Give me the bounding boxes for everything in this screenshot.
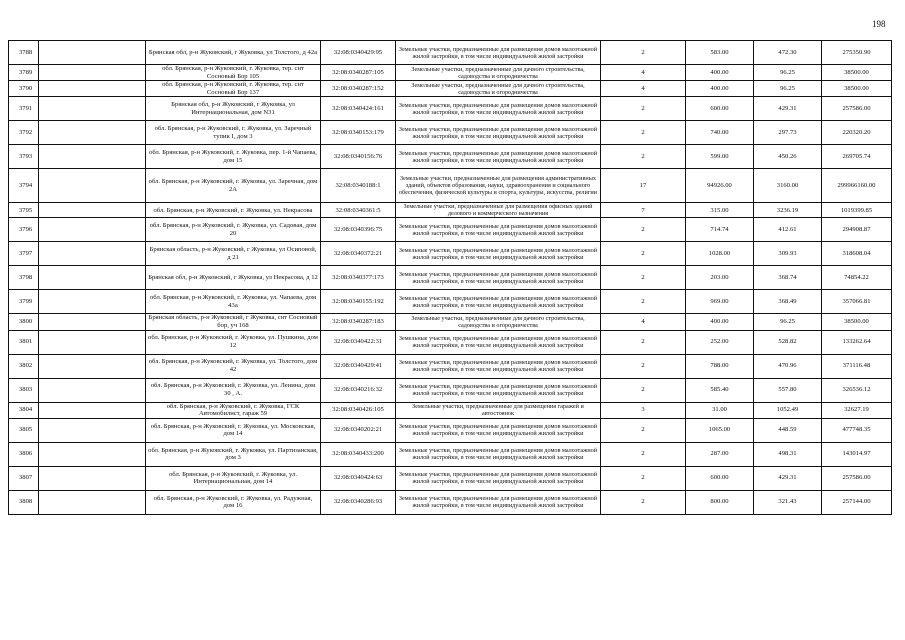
group-cell: 2 <box>601 97 686 121</box>
table-row <box>9 218 892 242</box>
spacer-cell <box>39 290 146 314</box>
table-row <box>9 266 892 290</box>
address-cell: обл. Брянская, р-н Жуковский, г. Жуковка, ул. Чапаева, дом 43а <box>146 290 321 314</box>
table-row <box>9 121 892 145</box>
row-number-cell: 3789 <box>9 65 39 81</box>
cadastral-value-cell: 275350.90 <box>822 41 892 65</box>
row-number-cell: 3804 <box>9 402 39 418</box>
area-cell: 788.00 <box>686 354 754 378</box>
address-cell: обл. Брянская, р-н Жуковский, г. Жуковка, пер. 1-й Чапаева, дом 15 <box>146 145 321 169</box>
area-cell: 31.00 <box>686 402 754 418</box>
area-cell: 287.00 <box>686 442 754 466</box>
address-cell: Брянская обл, р-н Жуковский, г Жуковка, ул Некрасова, д 12 <box>146 266 321 290</box>
cadastral-number-cell: 32:08:0340396:75 <box>321 218 396 242</box>
row-number-cell: 3791 <box>9 97 39 121</box>
row-number-cell: 3805 <box>9 418 39 442</box>
cadastral-value-cell: 38500.00 <box>822 65 892 81</box>
row-number-cell: 3807 <box>9 466 39 490</box>
cadastral-number-cell: 32:08:0340361:5 <box>321 203 396 218</box>
cadastral-value-cell: 257144.00 <box>822 490 892 514</box>
area-cell: 400.00 <box>686 314 754 330</box>
group-cell: 2 <box>601 41 686 65</box>
specific-value-cell: 448.59 <box>754 418 822 442</box>
row-number-cell: 3792 <box>9 121 39 145</box>
cadastral-number-cell: 32:08:0340156:76 <box>321 145 396 169</box>
specific-value-cell: 3236.19 <box>754 203 822 218</box>
specific-value-cell: 3160.00 <box>754 169 822 203</box>
table-row <box>9 81 892 97</box>
area-cell: 400.00 <box>686 65 754 81</box>
address-cell: обл. Брянская, р-н Жуковский, г. Жуковка, ул. Партизанская, дом 3 <box>146 442 321 466</box>
spacer-cell <box>39 145 146 169</box>
specific-value-cell: 1052.49 <box>754 402 822 418</box>
group-cell: 2 <box>601 490 686 514</box>
row-number-cell: 3788 <box>9 41 39 65</box>
address-cell: обл. Брянская, р-н Жуковский, г. Жуковка, ГСК Автомобилист, гараж 59 <box>146 402 321 418</box>
group-cell: 2 <box>601 378 686 402</box>
group-cell: 2 <box>601 442 686 466</box>
cadastral-value-cell: 357066.81 <box>822 290 892 314</box>
address-cell: Брянская область, р-н Жуковский, г Жуковка, ул Осиповой, д 21 <box>146 242 321 266</box>
group-cell: 4 <box>601 81 686 97</box>
area-cell: 252.00 <box>686 330 754 354</box>
row-number-cell: 3793 <box>9 145 39 169</box>
row-number-cell: 3794 <box>9 169 39 203</box>
group-cell: 2 <box>601 242 686 266</box>
land-use-cell: Земельные участки, предназначенные для размещения офисных зданий делового и коммерческого назначения <box>396 203 601 218</box>
land-use-cell: Земельные участки, предназначенные для размещения домов малоэтажной жилой застройки, в том числе индивидуальной жилой застройки <box>396 145 601 169</box>
group-cell: 2 <box>601 418 686 442</box>
specific-value-cell: 412.61 <box>754 218 822 242</box>
specific-value-cell: 368.49 <box>754 290 822 314</box>
cadastral-value-cell: 38500.00 <box>822 314 892 330</box>
specific-value-cell: 429.31 <box>754 466 822 490</box>
address-cell: обл. Брянская, р-н Жуковский, г. Жуковка, ул. Садовая, дом 20 <box>146 218 321 242</box>
group-cell: 2 <box>601 330 686 354</box>
cadastral-value-cell: 143014.97 <box>822 442 892 466</box>
row-number-cell: 3808 <box>9 490 39 514</box>
cadastral-number-cell: 32:08:0340377:173 <box>321 266 396 290</box>
area-cell: 599.00 <box>686 145 754 169</box>
address-cell: обл. Брянская, р-н Жуковский, г. Жуковка, тер. снт Сосновый Бор 137 <box>146 81 321 97</box>
cadastral-value-cell: 269705.74 <box>822 145 892 169</box>
table-row <box>9 490 892 514</box>
row-number-cell: 3803 <box>9 378 39 402</box>
row-number-cell: 3800 <box>9 314 39 330</box>
spacer-cell <box>39 314 146 330</box>
area-cell: 315.00 <box>686 203 754 218</box>
cadastral-value-cell: 1019399.85 <box>822 203 892 218</box>
cadastral-number-cell: 32:08:0340216:32 <box>321 378 396 402</box>
cadastral-value-cell: 299966160.00 <box>822 169 892 203</box>
spacer-cell <box>39 81 146 97</box>
spacer-cell <box>39 97 146 121</box>
specific-value-cell: 450.26 <box>754 145 822 169</box>
row-number-cell: 3797 <box>9 242 39 266</box>
cadastral-value-cell: 32627.19 <box>822 402 892 418</box>
spacer-cell <box>39 242 146 266</box>
group-cell: 7 <box>601 203 686 218</box>
cadastral-value-cell: 257586.00 <box>822 97 892 121</box>
table-row <box>9 418 892 442</box>
cadastral-value-cell: 220320.20 <box>822 121 892 145</box>
cadastral-number-cell: 32:08:0340422:31 <box>321 330 396 354</box>
specific-value-cell: 96.25 <box>754 65 822 81</box>
row-number-cell: 3801 <box>9 330 39 354</box>
table-row <box>9 203 892 218</box>
spacer-cell <box>39 218 146 242</box>
group-cell: 4 <box>601 65 686 81</box>
address-cell: обл. Брянская, р-н Жуковский, г. Жуковка, ул. Пушкина, дом 12 <box>146 330 321 354</box>
spacer-cell <box>39 402 146 418</box>
group-cell: 17 <box>601 169 686 203</box>
spacer-cell <box>39 354 146 378</box>
address-cell: Брянская обл, р-н Жуковский, г Жуковка, ул Интернациональная, дом N31 <box>146 97 321 121</box>
group-cell: 4 <box>601 314 686 330</box>
land-use-cell: Земельные участки, предназначенные для размещения домов малоэтажной жилой застройки, в том числе индивидуальной жилой застройки <box>396 442 601 466</box>
table-row <box>9 41 892 65</box>
land-use-cell: Земельные участки, предназначенные для размещения домов малоэтажной жилой застройки, в том числе индивидуальной жилой застройки <box>396 466 601 490</box>
cadastral-value-cell: 371116.48 <box>822 354 892 378</box>
cadastral-value-cell: 318608.04 <box>822 242 892 266</box>
land-use-cell: Земельные участки, предназначенные для дачного строительства, садоводства и огородничества <box>396 81 601 97</box>
cadastral-number-cell: 32:08:0340287:152 <box>321 81 396 97</box>
land-use-cell: Земельные участки, предназначенные для размещения административных зданий, объектов образования, науки, здравоохранения и социального обеспечения, физической культуры и спорта, культуры, искусства, религии <box>396 169 601 203</box>
cadastral-number-cell: 32:08:0340429:95 <box>321 41 396 65</box>
row-number-cell: 3798 <box>9 266 39 290</box>
cadastral-number-cell: 32:08:0340433:200 <box>321 442 396 466</box>
specific-value-cell: 498.31 <box>754 442 822 466</box>
area-cell: 583.00 <box>686 41 754 65</box>
land-plot-table <box>8 40 892 515</box>
area-cell: 1065.00 <box>686 418 754 442</box>
row-number-cell: 3790 <box>9 81 39 97</box>
area-cell: 969.00 <box>686 290 754 314</box>
land-use-cell: Земельные участки, предназначенные для размещения домов малоэтажной жилой застройки, в том числе индивидуальной жилой застройки <box>396 41 601 65</box>
land-use-cell: Земельные участки, предназначенные для размещения домов малоэтажной жилой застройки, в том числе индивидуальной жилой застройки <box>396 121 601 145</box>
land-use-cell: Земельные участки, предназначенные для размещения домов малоэтажной жилой застройки, в том числе индивидуальной жилой застройки <box>396 330 601 354</box>
cadastral-number-cell: 32:08:0340372:21 <box>321 242 396 266</box>
address-cell: обл. Брянская, р-н Жуковский, г. Жуковка, ул. Толстого, дом 42 <box>146 354 321 378</box>
page-number: 198 <box>872 19 886 29</box>
table-row <box>9 97 892 121</box>
area-cell: 94926.00 <box>686 169 754 203</box>
cadastral-number-cell: 32:08:0340424:161 <box>321 97 396 121</box>
specific-value-cell: 470.96 <box>754 354 822 378</box>
group-cell: 2 <box>601 354 686 378</box>
cadastral-value-cell: 477748.35 <box>822 418 892 442</box>
table-row <box>9 145 892 169</box>
address-cell: обл. Брянская, р-н Жуковский, г. Жуковка, ул. Некрасова <box>146 203 321 218</box>
row-number-cell: 3806 <box>9 442 39 466</box>
address-cell: обл. Брянская, р-н Жуковский, г. Жуковка, ул. Интернациональная, дом 14 <box>146 466 321 490</box>
row-number-cell: 3799 <box>9 290 39 314</box>
spacer-cell <box>39 442 146 466</box>
table-body <box>9 41 892 515</box>
group-cell: 2 <box>601 466 686 490</box>
cadastral-number-cell: 32:08:0340287:105 <box>321 65 396 81</box>
cadastral-number-cell: 32:08:0340188:1 <box>321 169 396 203</box>
table-row <box>9 402 892 418</box>
area-cell: 740.00 <box>686 121 754 145</box>
table-row <box>9 169 892 203</box>
table-row <box>9 466 892 490</box>
cadastral-value-cell: 74854.22 <box>822 266 892 290</box>
group-cell: 2 <box>601 145 686 169</box>
specific-value-cell: 297.73 <box>754 121 822 145</box>
table-row <box>9 65 892 81</box>
cadastral-value-cell: 133262.64 <box>822 330 892 354</box>
table-row <box>9 378 892 402</box>
land-use-cell: Земельные участки, предназначенные для размещения домов малоэтажной жилой застройки, в том числе индивидуальной жилой застройки <box>396 266 601 290</box>
group-cell: 2 <box>601 266 686 290</box>
spacer-cell <box>39 169 146 203</box>
area-cell: 585.40 <box>686 378 754 402</box>
table-row <box>9 290 892 314</box>
land-use-cell: Земельные участки, предназначенные для размещения гаражей и автостоянок <box>396 402 601 418</box>
address-cell: обл. Брянская, р-н Жуковский, г. Жуковка, ул. Заречная, дом 2А <box>146 169 321 203</box>
address-cell: Брянская обл, р-н Жуковский, г Жуковка, ул Толстого, д 42а <box>146 41 321 65</box>
land-use-cell: Земельные участки, предназначенные для размещения домов малоэтажной жилой застройки, в том числе индивидуальной жилой застройки <box>396 290 601 314</box>
land-use-cell: Земельные участки, предназначенные для размещения домов малоэтажной жилой застройки, в том числе индивидуальной жилой застройки <box>396 97 601 121</box>
table-row <box>9 242 892 266</box>
address-cell: обл. Брянская, р-н Жуковский, г. Жуковка, ул. Ленина, дом 30 , А. <box>146 378 321 402</box>
row-number-cell: 3802 <box>9 354 39 378</box>
row-number-cell: 3796 <box>9 218 39 242</box>
specific-value-cell: 368.74 <box>754 266 822 290</box>
specific-value-cell: 96.25 <box>754 81 822 97</box>
cadastral-value-cell: 257586.00 <box>822 466 892 490</box>
specific-value-cell: 96.25 <box>754 314 822 330</box>
area-cell: 600.00 <box>686 97 754 121</box>
address-cell: обл. Брянская, р-н Жуковский, г. Жуковка, ул. Заречный тупик I, дом 3 <box>146 121 321 145</box>
area-cell: 400.00 <box>686 81 754 97</box>
address-cell: обл. Брянская, р-н Жуковский, г. Жуковка, ул. Радужная, дом 16 <box>146 490 321 514</box>
spacer-cell <box>39 330 146 354</box>
table-row <box>9 442 892 466</box>
land-use-cell: Земельные участки, предназначенные для размещения домов малоэтажной жилой застройки, в том числе индивидуальной жилой застройки <box>396 218 601 242</box>
specific-value-cell: 557.80 <box>754 378 822 402</box>
area-cell: 600.00 <box>686 466 754 490</box>
cadastral-number-cell: 32:08:0340153:179 <box>321 121 396 145</box>
row-number-cell: 3795 <box>9 203 39 218</box>
spacer-cell <box>39 466 146 490</box>
specific-value-cell: 528.82 <box>754 330 822 354</box>
address-cell: Брянская область, р-н Жуковский, г Жуковка, снт Сосновый бор, уч 168 <box>146 314 321 330</box>
land-use-cell: Земельные участки, предназначенные для размещения домов малоэтажной жилой застройки, в том числе индивидуальной жилой застройки <box>396 242 601 266</box>
land-use-cell: Земельные участки, предназначенные для размещения домов малоэтажной жилой застройки, в том числе индивидуальной жилой застройки <box>396 354 601 378</box>
cadastral-number-cell: 32:08:0340202:21 <box>321 418 396 442</box>
spacer-cell <box>39 41 146 65</box>
cadastral-number-cell: 32:08:0340155:192 <box>321 290 396 314</box>
specific-value-cell: 321.43 <box>754 490 822 514</box>
table-row <box>9 314 892 330</box>
specific-value-cell: 309.93 <box>754 242 822 266</box>
spacer-cell <box>39 418 146 442</box>
specific-value-cell: 472.30 <box>754 41 822 65</box>
spacer-cell <box>39 378 146 402</box>
area-cell: 714.74 <box>686 218 754 242</box>
area-cell: 800.00 <box>686 490 754 514</box>
table-row <box>9 330 892 354</box>
cadastral-number-cell: 32:08:0340424:63 <box>321 466 396 490</box>
land-use-cell: Земельные участки, предназначенные для размещения домов малоэтажной жилой застройки, в том числе индивидуальной жилой застройки <box>396 418 601 442</box>
land-use-cell: Земельные участки, предназначенные для размещения домов малоэтажной жилой застройки, в том числе индивидуальной жилой застройки <box>396 378 601 402</box>
group-cell: 2 <box>601 290 686 314</box>
land-use-cell: Земельные участки, предназначенные для дачного строительства, садоводства и огородничества <box>396 314 601 330</box>
cadastral-value-cell: 294908.87 <box>822 218 892 242</box>
cadastral-number-cell: 32:08:0340286:93 <box>321 490 396 514</box>
cadastral-number-cell: 32:08:0340426:105 <box>321 402 396 418</box>
area-cell: 203.00 <box>686 266 754 290</box>
spacer-cell <box>39 203 146 218</box>
specific-value-cell: 429.31 <box>754 97 822 121</box>
spacer-cell <box>39 65 146 81</box>
land-use-cell: Земельные участки, предназначенные для размещения домов малоэтажной жилой застройки, в том числе индивидуальной жилой застройки <box>396 490 601 514</box>
table-row <box>9 354 892 378</box>
cadastral-value-cell: 326536.12 <box>822 378 892 402</box>
group-cell: 2 <box>601 218 686 242</box>
address-cell: обл. Брянская, р-н Жуковский, г. Жуковка, ул. Московская, дом 14 <box>146 418 321 442</box>
spacer-cell <box>39 490 146 514</box>
area-cell: 1028.00 <box>686 242 754 266</box>
land-use-cell: Земельные участки, предназначенные для дачного строительства, садоводства и огородничества <box>396 65 601 81</box>
address-cell: обл. Брянская, р-н Жуковский, г. Жуковка, тер. снт Сосновый Бор 105 <box>146 65 321 81</box>
cadastral-number-cell: 32:08:0340429:41 <box>321 354 396 378</box>
cadastral-number-cell: 32:08:0340287:183 <box>321 314 396 330</box>
cadastral-value-cell: 38500.00 <box>822 81 892 97</box>
spacer-cell <box>39 266 146 290</box>
group-cell: 3 <box>601 402 686 418</box>
spacer-cell <box>39 121 146 145</box>
group-cell: 2 <box>601 121 686 145</box>
